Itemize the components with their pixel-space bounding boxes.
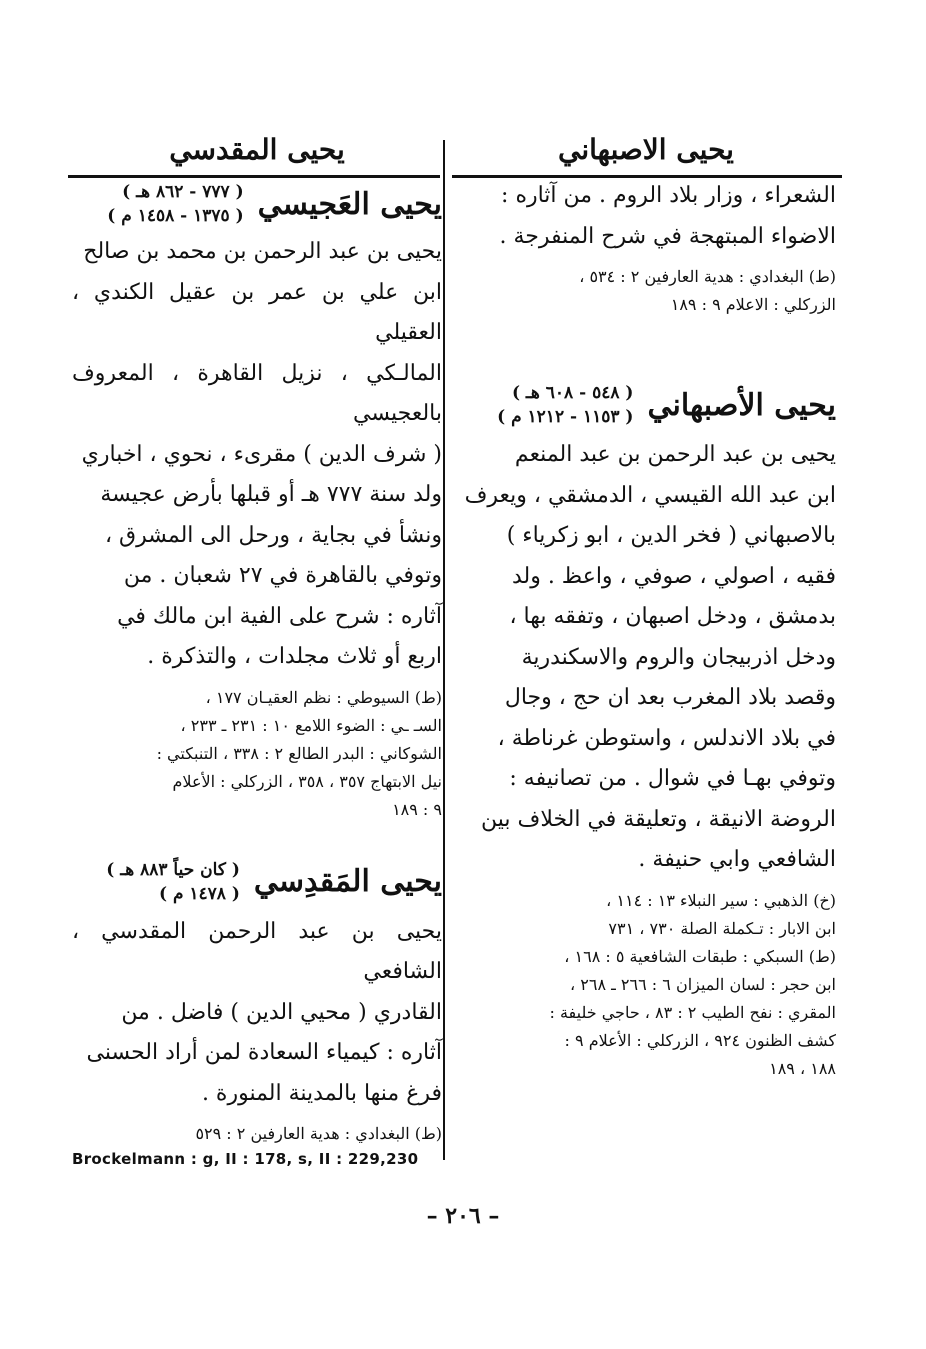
entry-name: يحيى المَقدِسي [253,864,442,899]
reference-line: ١٨٨ ، ١٨٩ [769,1058,836,1078]
reference-line: الشوكاني : البدر الطالع ٢ : ٣٣٨ ، التنبكتي : [156,743,442,763]
dates-hijri: ( ٧٧٧ - ٨٦٢ هـ ) [122,182,244,202]
left-column-header: يحيى المقدسي [169,133,345,166]
entry-body [72,232,442,678]
right-column-header: يحيى الاصبهاني [558,133,734,166]
entry-heading [72,858,442,906]
dates-gregorian: ( ١٣٧٥ - ١٤٥٨ م ) [107,206,244,226]
entry-references [456,887,836,1083]
text-line: ابن عبد الله القيسي ، الدمشقي ، ويعرف [464,482,836,508]
reference-line: كشف الظنون ٩٢٤ ، الزركلي : الأعلام ٩ : [564,1030,836,1050]
text-line: ونشأ في بجاية ، ورحل الى المشرق ، [104,522,442,548]
text-line: آثاره : شرح على الفية ابن مالك في [117,603,442,629]
entry-references [72,684,442,824]
text-line: وتوفي بالقاهرة في ٢٧ شعبان . من [123,563,442,588]
reference-line: (ط) البغدادي : هدية العارفين ٢ : ٥٣٤ ، [579,267,836,286]
text-line: ابن علي بن عمر بن عقيل الكندي ، العقيلي [72,279,442,345]
text-line: يحيى بن عبد الرحمن بن محمد بن صالح [83,239,442,264]
latin-reference: Brockelmann : g, II : 178, s, II : 229,230 [72,1150,419,1168]
reference-line: (ط) السبكي : طبقات الشافعية ٥ : ١٦٨ ، [564,946,836,966]
text-line: المالـكي ، نزيل القاهرة ، المعروف بالعجيسي [72,360,442,426]
text-line: يحيى بن عبد الرحمن بن عبد المنعم [514,442,836,467]
left-column [72,130,442,1168]
entry-body [456,435,836,881]
text-line: وقصد بلاد المغرب بعد ان حج ، وجال [504,685,836,710]
reference-line: السـ ـي : الضوء اللامع ١٠ : ٢٣١ ـ ٢٣٣ ، [180,715,442,735]
right-column [456,130,836,1083]
reference-line: ابن حجر : لسان الميزان ٦ : ٢٦٦ ـ ٢٦٨ ، [570,974,836,994]
text-line: بالاصبهاني ( فخر الدين ، ابو زكرياء ) [506,523,836,548]
reference-line: (خ) الذهبي : سير النبلاء ١٣ : ١١٤ ، [606,890,836,910]
text-line: فقيه ، اصولي ، صوفي ، واعظ . ولد [511,563,836,589]
reference-line: الزركلي : الاعلام ٩ : ١٨٩ [670,295,836,314]
continuation-text [456,176,836,257]
dates-gregorian: ( ١٤٧٨ م ) [158,883,240,904]
text-line: الاضواء المبتهجة في شرح المنفرجة . [499,223,836,249]
entry-references [72,1120,442,1148]
text-line: وتوفي بهـا في شوال . من تصانيفه : [509,766,836,791]
dates-gregorian: ( ١١٥٣ - ١٢١٢ م ) [497,407,634,427]
text-line: القادري ( محيي الدين ) فاضل . من [121,999,442,1025]
dates-hijri: ( ٥٤٨ - ٦٠٨ هـ ) [511,383,634,403]
text-line: فرغ منها بالمدينة المنورة . [201,1080,442,1106]
column-divider [443,140,445,1160]
entry-dates [106,858,240,906]
text-line: بدمشق ، ودخل اصبهان ، وتفقه بها ، [509,604,836,629]
reference-line: (ط) السيوطي : نظم العقيـان ١٧٧ ، [205,687,442,707]
text-line: آثاره : كيمياء السعادة لمن أراد الحسنى [86,1040,442,1065]
text-line: الشعراء ، وزار بلاد الروم . من آثاره : [501,183,836,208]
reference-line: ابن الابار : تـكملة الصلة ٧٣٠ ، ٧٣١ [608,918,836,938]
text-line: الروضة الانيقة ، وتعليقة في الخلاف بين [481,806,836,832]
continuation-references [456,263,836,319]
page-number: – ٢٠٦ – [426,1203,500,1229]
entry-name: يحيى الأصبهاني [647,387,836,423]
entry-name: يحيى العَجيسي [257,186,442,222]
entry-body [72,912,442,1115]
reference-line: المقري : نفح الطيب ٢ : ٨٣ ، حاجي خليفة : [549,1002,836,1022]
reference-line: نيل الابتهاج ٣٥٧ ، ٣٥٨ ، الزركلي : الأعلام [172,771,442,791]
text-line: ودخل اذربيجان والروم والاسكندرية [521,644,836,670]
dates-hijri: ( كان حياً ٨٨٣ هـ ) [106,859,240,880]
text-line: يحيى بن عبد الرحمن المقدسي ، الشافعي [72,918,442,984]
reference-line: (ط) البغدادي : هدية العارفين ٢ : ٥٢٩ [195,1124,442,1143]
entry-heading [456,381,836,429]
text-line: ولد سنة ٧٧٧ هـ أو قبلها بأرض عجيسة [100,482,442,507]
entry-heading [72,180,442,228]
entry-dates [107,180,243,228]
reference-line: ٩ : ١٨٩ [392,799,442,819]
text-line: اربع أو ثلاث مجلدات ، والتذكرة . [147,644,442,669]
text-line: ( شرف الدين ) مقرىء ، نحوي ، اخباري [81,441,442,467]
text-line: الشافعي وابي حنيفة . [638,847,836,872]
entry-dates [497,381,633,429]
text-line: في بلاد الاندلس ، واستوطن غرناطة ، [497,725,836,751]
